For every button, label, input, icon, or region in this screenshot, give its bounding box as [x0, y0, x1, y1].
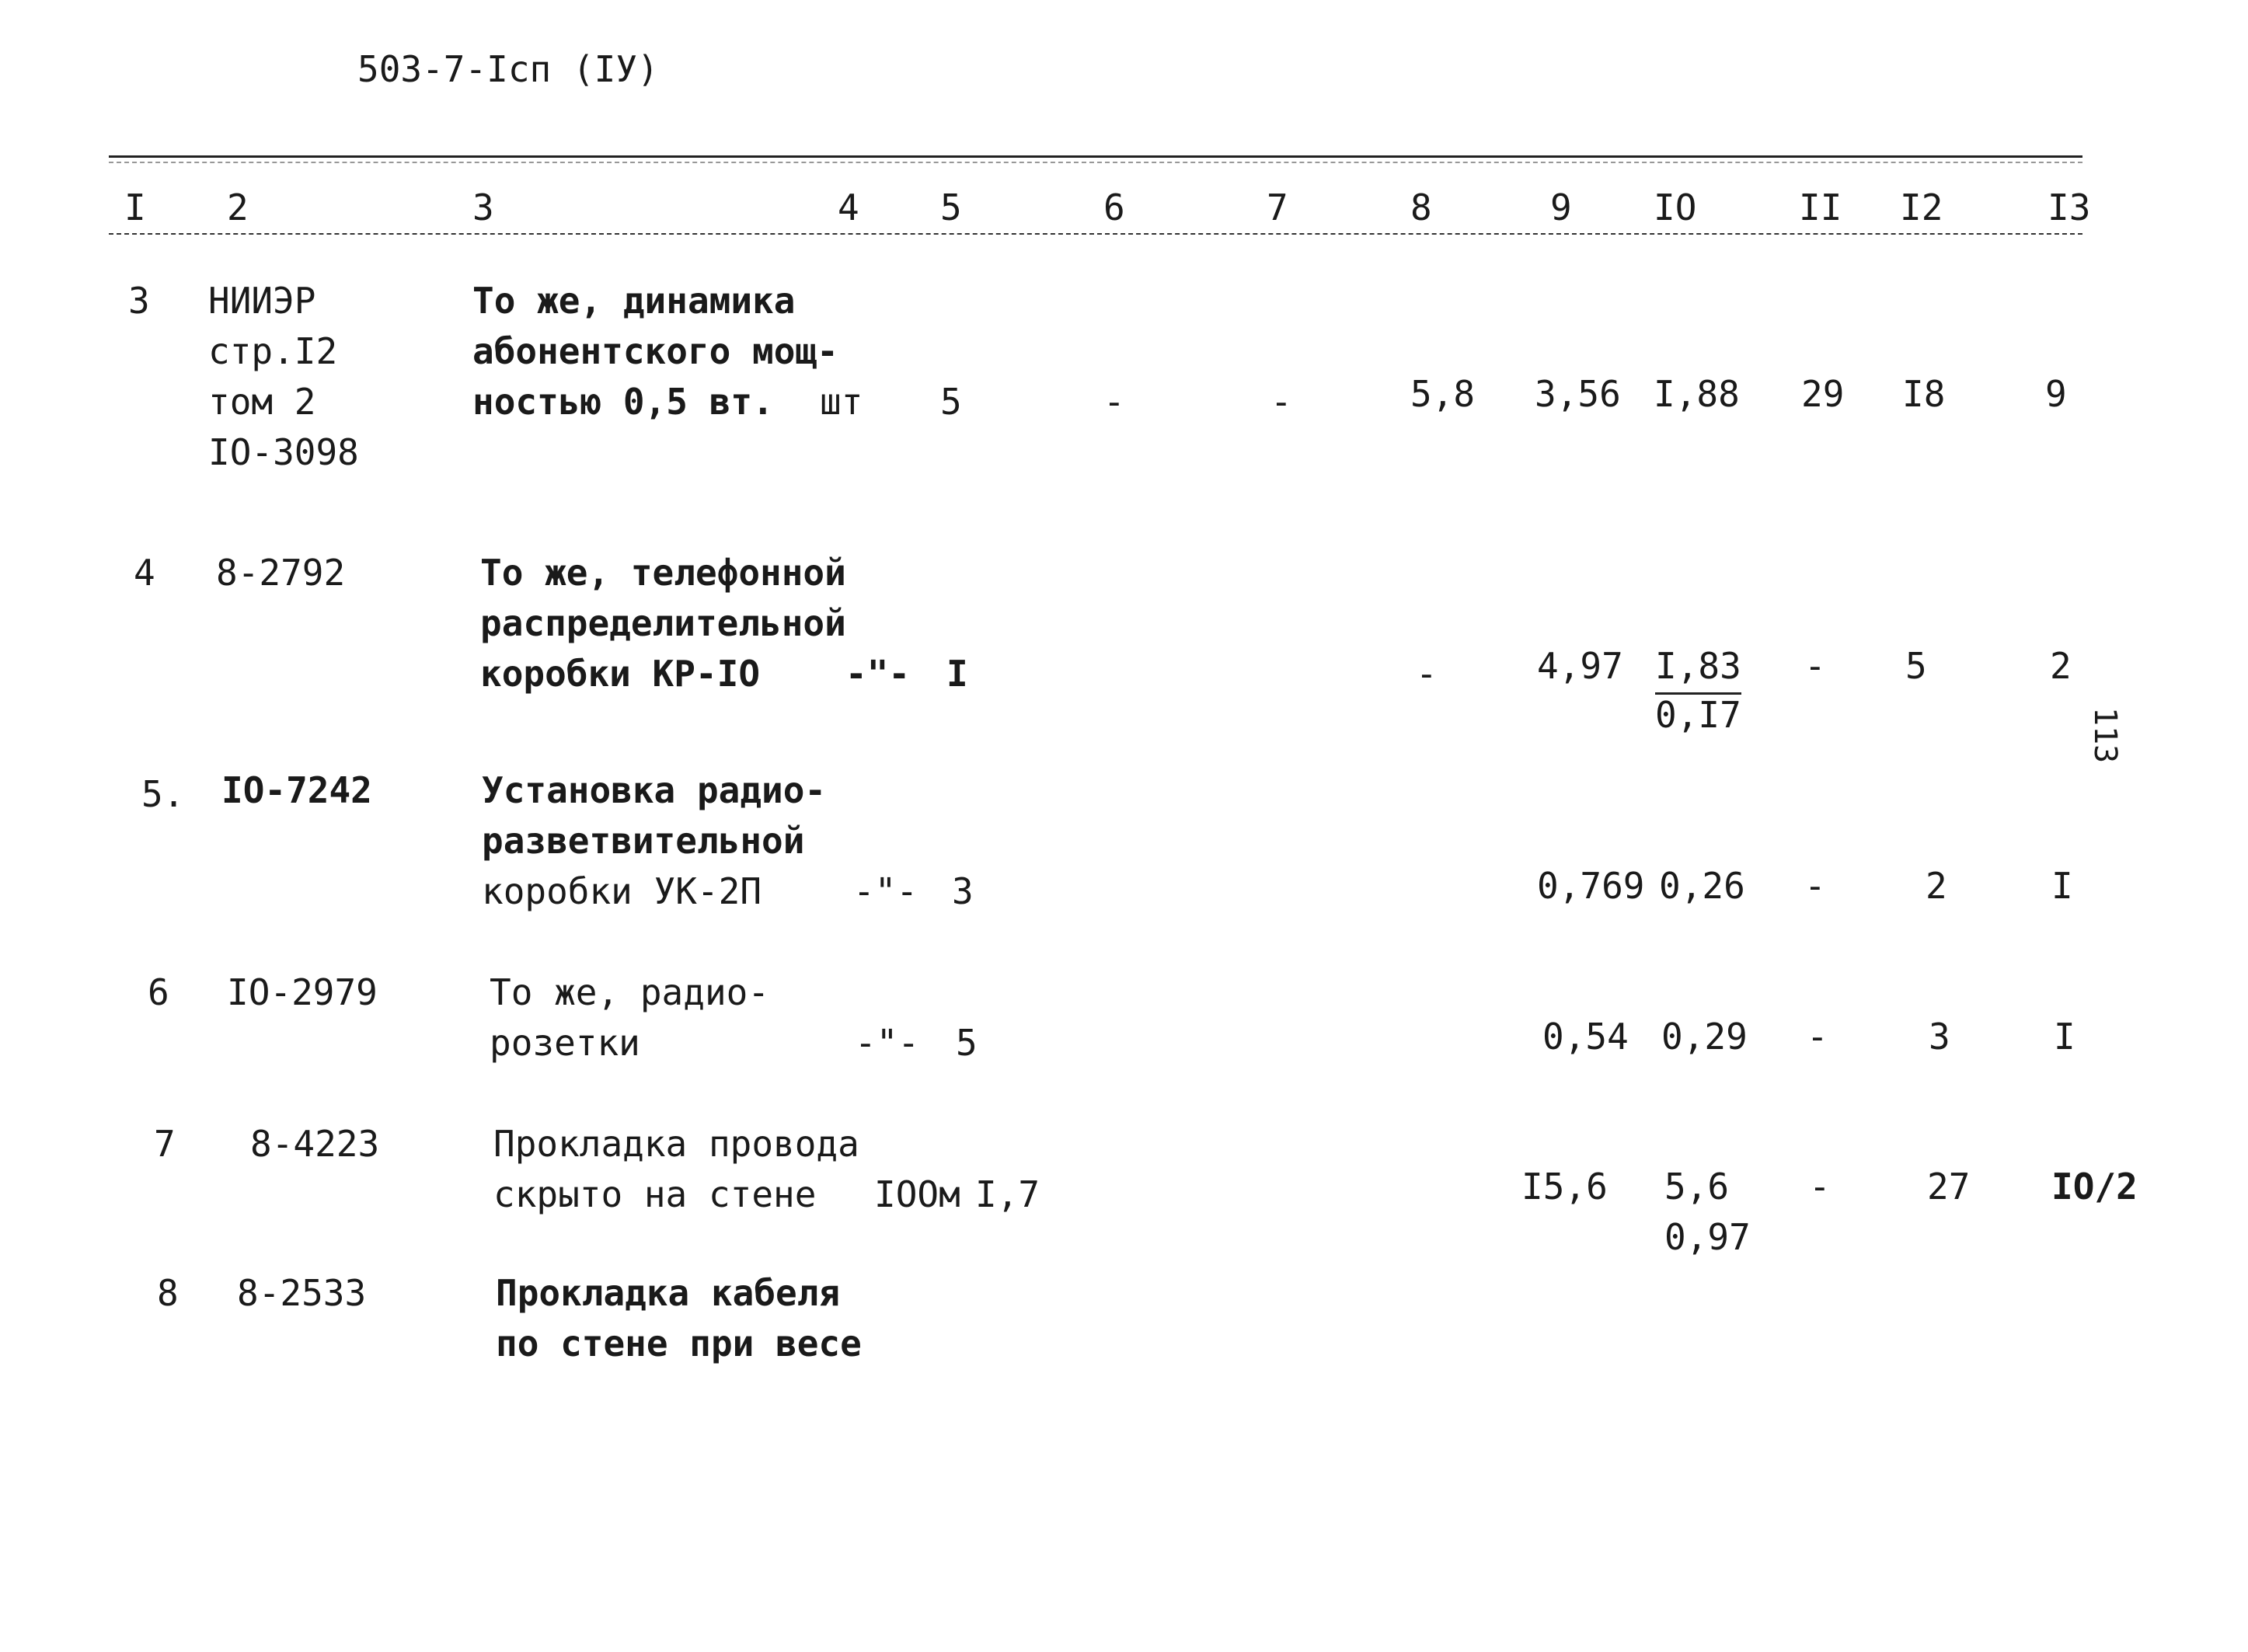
row-unit: IOOм: [874, 1173, 960, 1215]
row-col12: 3: [1929, 1016, 1950, 1058]
row-description: ностью 0,5 вт.: [472, 381, 774, 423]
row-col12: 5: [1905, 645, 1927, 687]
row-code: 8-2792: [216, 552, 346, 594]
row-description: Прокладка кабеля: [496, 1272, 841, 1314]
row-col8: -: [1416, 653, 1438, 695]
row-col9: 0,769: [1537, 865, 1645, 907]
row-description: То же, динамика: [472, 280, 796, 322]
row-col13: 2: [2050, 645, 2072, 687]
row-description: по стене при весе: [496, 1323, 862, 1364]
row-col10: I,88: [1654, 373, 1740, 415]
row-code: том 2: [208, 381, 316, 423]
row-number: 4: [134, 552, 155, 594]
row-col13: I: [2051, 865, 2073, 907]
row-col10: 0,29: [1661, 1016, 1748, 1058]
col-header-10: IO: [1654, 186, 1697, 228]
row-quantity: 5: [956, 1022, 978, 1064]
row-description: абонентского мощ-: [472, 330, 838, 372]
col-header-11: II: [1799, 186, 1842, 228]
row-number: 3: [128, 280, 150, 322]
row-col10: 5,6: [1664, 1166, 1730, 1208]
col-header-9: 9: [1550, 186, 1572, 228]
row-unit: -"-: [855, 1022, 920, 1064]
row-col11: -: [1807, 1016, 1828, 1058]
top-rule-faint: [109, 162, 2082, 163]
row-code: стр.I2: [208, 330, 338, 372]
row-quantity: I,7: [975, 1173, 1040, 1215]
row-description: То же, радио-: [490, 971, 770, 1013]
row-description: розетки: [490, 1022, 640, 1064]
header-rule: [109, 233, 2082, 235]
row-description: То же, телефонной: [480, 552, 846, 594]
col-header-5: 5: [940, 186, 962, 228]
row-number: 6: [148, 971, 169, 1013]
row-col11: 29: [1801, 373, 1845, 415]
row-code: НИИЭР: [208, 280, 316, 322]
row-col7: -: [1270, 381, 1292, 423]
col-header-4: 4: [838, 186, 859, 228]
col-header-13: I3: [2048, 186, 2091, 228]
row-col9: 0,54: [1542, 1016, 1629, 1058]
col-header-12: I2: [1900, 186, 1943, 228]
row-description: коробки КР-IO: [480, 653, 761, 695]
row-col13: I: [2054, 1016, 2075, 1058]
row-description: распределительной: [480, 602, 846, 644]
col-header-3: 3: [472, 186, 494, 228]
row-col11: -: [1809, 1166, 1831, 1208]
row-col10: I,83: [1655, 641, 1741, 695]
row-unit: -"-: [853, 870, 918, 912]
row-number: 5.: [141, 773, 185, 815]
row-col9: 4,97: [1537, 645, 1623, 687]
row-col11: -: [1804, 865, 1826, 907]
row-col9: 3,56: [1535, 373, 1621, 415]
row-description: Установка радио-: [482, 769, 827, 811]
row-col12: I8: [1902, 373, 1946, 415]
row-col12: 2: [1926, 865, 1947, 907]
col-header-7: 7: [1267, 186, 1288, 228]
row-description: скрыто на стене: [493, 1173, 817, 1215]
row-col10: 0,26: [1659, 865, 1745, 907]
row-quantity: I: [946, 653, 968, 695]
top-rule: [109, 155, 2082, 158]
row-code: IO-3098: [208, 431, 359, 473]
row-col8: 5,8: [1410, 373, 1476, 415]
row-description: разветвительной: [482, 820, 805, 862]
row-description: Прокладка провода: [493, 1123, 859, 1165]
row-col11: -: [1804, 645, 1826, 687]
row-col13: 9: [2045, 373, 2067, 415]
document-code: 503-7-Iсп (IУ): [357, 48, 659, 90]
col-header-8: 8: [1410, 186, 1432, 228]
row-col13: IO/2: [2051, 1166, 2138, 1208]
row-unit: шт: [820, 381, 863, 423]
row-code: 8-2533: [237, 1272, 367, 1314]
row-col10-sub: 0,I7: [1655, 694, 1741, 736]
row-code: IO-2979: [227, 971, 378, 1013]
col-header-1: I: [124, 186, 146, 228]
row-description: коробки УК-2П: [482, 870, 762, 912]
row-quantity: 3: [952, 870, 974, 912]
row-code: 8-4223: [250, 1123, 380, 1165]
row-number: 7: [154, 1123, 176, 1165]
row-col10-sub: 0,97: [1664, 1216, 1751, 1258]
row-col12: 27: [1927, 1166, 1971, 1208]
row-number: 8: [157, 1272, 179, 1314]
row-col6: -: [1103, 381, 1125, 423]
side-page-number: 113: [2087, 707, 2123, 764]
row-unit: -"-: [845, 653, 911, 695]
col-header-6: 6: [1103, 186, 1125, 228]
row-code: IO-7242: [221, 769, 372, 811]
col-header-2: 2: [227, 186, 249, 228]
row-col9: I5,6: [1521, 1166, 1608, 1208]
row-quantity: 5: [940, 381, 962, 423]
